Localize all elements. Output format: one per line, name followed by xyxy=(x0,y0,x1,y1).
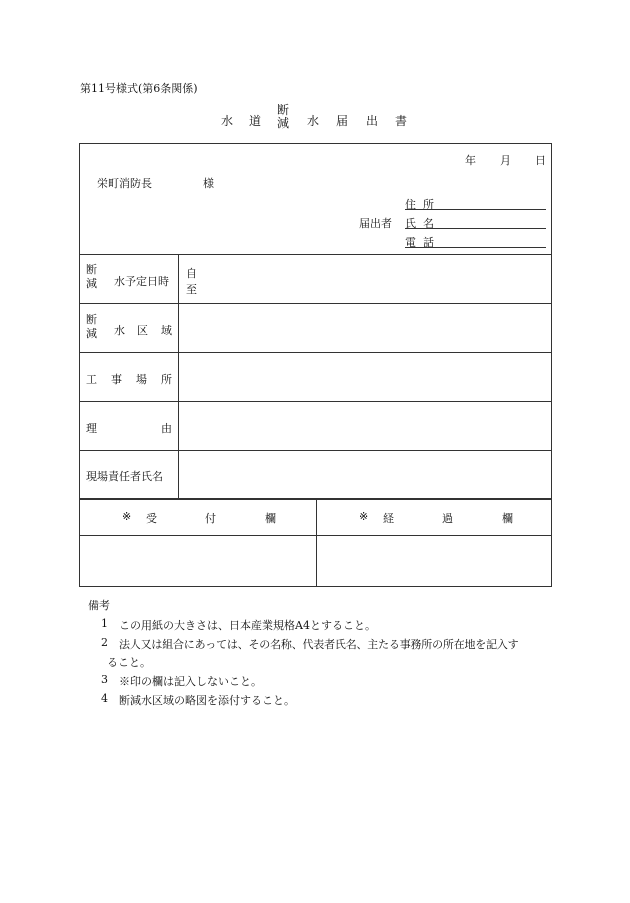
area-label-char: 域 xyxy=(161,324,172,337)
reason-label-char: 由 xyxy=(161,422,172,435)
date-year-label: 年 xyxy=(465,154,476,167)
title-stacked-chars xyxy=(277,104,289,130)
schedule-label-stack: 断 減 xyxy=(86,263,97,290)
site-label-char: 所 xyxy=(161,373,172,386)
title-char: 書 xyxy=(395,114,408,128)
note-number: 1 xyxy=(101,617,108,630)
reason-label-char: 理 xyxy=(86,422,97,435)
reception-field[interactable] xyxy=(80,537,315,586)
area-label-char: 区 xyxy=(137,324,148,337)
progress-header xyxy=(317,510,552,526)
schedule-from-label: 自 xyxy=(186,267,197,280)
title-char: 水 xyxy=(307,114,320,128)
form-number: 第11号様式(第6条関係) xyxy=(80,82,198,95)
note-number: 4 xyxy=(101,692,108,705)
schedule-label: 水予定日時 xyxy=(114,275,169,288)
area-label-stack: 断 減 xyxy=(86,313,97,340)
note-text: 断減水区域の略図を添付すること。 xyxy=(119,694,295,707)
form-table xyxy=(79,143,552,587)
area-label-char: 水 xyxy=(114,324,125,337)
title-char: 道 xyxy=(249,114,262,128)
title-stacked-bottom: 減 xyxy=(277,116,290,130)
note-number: 3 xyxy=(101,673,108,686)
reception-mark: ※ xyxy=(122,510,132,523)
name-label: 氏 名 xyxy=(405,217,434,230)
title-char: 水 xyxy=(221,114,234,128)
supervisor-label: 現場責任者氏名 xyxy=(86,470,163,483)
address-field[interactable] xyxy=(405,208,546,210)
progress-char: 過 xyxy=(442,512,453,525)
title-char: 出 xyxy=(366,114,379,128)
note-text: ※印の欄は記入しないこと。 xyxy=(119,675,262,688)
applicant-label: 届出者 xyxy=(359,217,392,230)
supervisor-field[interactable] xyxy=(180,452,550,496)
progress-mark: ※ xyxy=(359,510,369,523)
honorific: 様 xyxy=(203,177,214,190)
notes-heading: 備考 xyxy=(88,599,110,612)
reception-char: 受 xyxy=(146,512,157,525)
area-field[interactable] xyxy=(180,305,550,350)
title-char: 届 xyxy=(336,114,349,128)
note-number: 2 xyxy=(101,636,108,649)
reason-field[interactable] xyxy=(180,403,550,448)
reception-header xyxy=(80,510,316,526)
address-label: 住 所 xyxy=(405,198,434,211)
phone-label: 電 話 xyxy=(405,236,434,249)
site-label-char: 場 xyxy=(136,373,147,386)
label-column-divider xyxy=(178,254,179,499)
divider xyxy=(80,401,551,402)
reception-char: 付 xyxy=(205,512,216,525)
name-field[interactable] xyxy=(405,227,546,229)
progress-field[interactable] xyxy=(318,537,551,586)
date-month-label: 月 xyxy=(500,154,511,167)
divider xyxy=(80,254,551,255)
site-label-char: 事 xyxy=(111,373,122,386)
date-day-label: 日 xyxy=(535,154,546,167)
reception-char: 欄 xyxy=(265,512,276,525)
progress-char: 欄 xyxy=(502,512,513,525)
form-title xyxy=(0,104,630,134)
site-field[interactable] xyxy=(180,354,550,399)
site-label-char: 工 xyxy=(86,373,97,386)
divider xyxy=(80,352,551,353)
divider xyxy=(80,450,551,451)
note-text: 法人又は組合にあっては、その名称、代表者氏名、主たる事務所の所在地を記入す xyxy=(119,638,519,651)
schedule-field[interactable] xyxy=(196,257,546,301)
addressee: 栄町消防長 xyxy=(97,177,152,190)
note-text-continued: ること。 xyxy=(107,656,151,669)
divider xyxy=(80,303,551,304)
progress-char: 経 xyxy=(383,512,394,525)
phone-field[interactable] xyxy=(405,246,546,248)
note-text: この用紙の大きさは、日本産業規格A4とすること。 xyxy=(119,619,376,632)
title-stacked-top: 断 xyxy=(277,103,290,117)
schedule-to-label: 至 xyxy=(186,283,197,296)
